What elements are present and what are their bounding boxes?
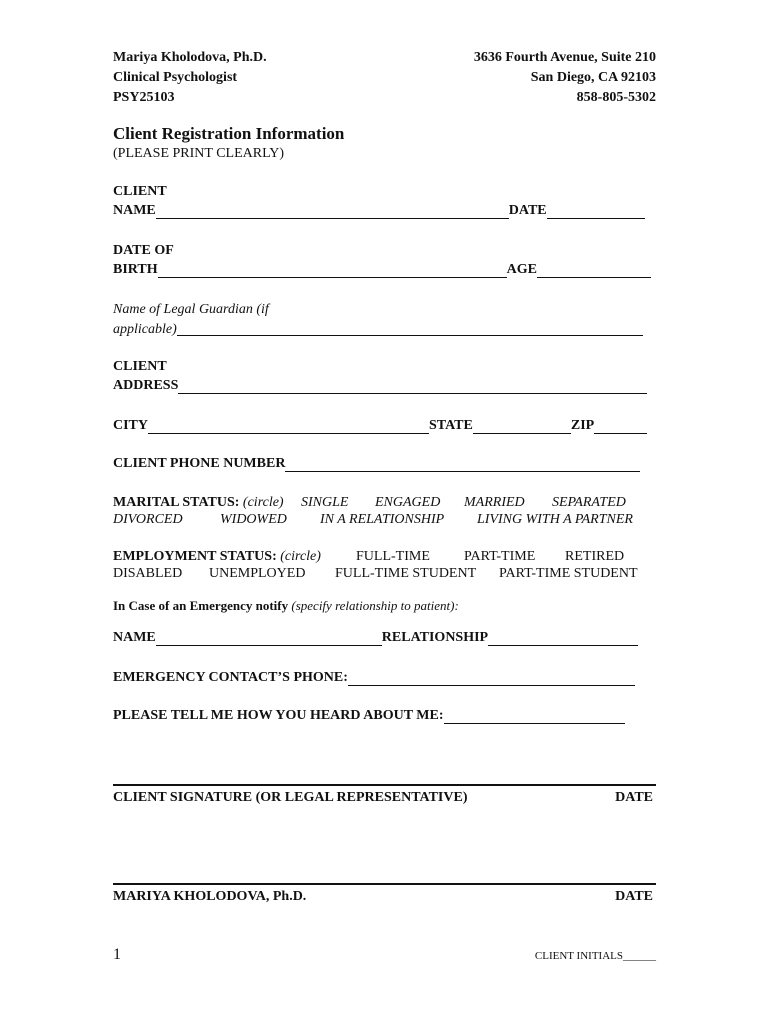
emergency-phone-label: EMERGENCY CONTACT’S PHONE: bbox=[113, 670, 348, 685]
client-name-field[interactable] bbox=[156, 204, 509, 219]
address-label: CLIENT bbox=[113, 359, 167, 374]
client-signature-date-label: DATE bbox=[615, 790, 653, 805]
dob-label: DATE OF bbox=[113, 243, 174, 258]
address-label-2: ADDRESS bbox=[113, 378, 179, 393]
emergency-name-label: NAME bbox=[113, 630, 156, 645]
doctor-signature-label: MARIYA KHOLODOVA, Ph.D. bbox=[113, 889, 307, 904]
dob-row bbox=[113, 262, 651, 278]
emergency-name-field[interactable] bbox=[156, 631, 382, 646]
marital-option-widowed[interactable]: WIDOWED bbox=[220, 512, 287, 527]
marital-status-line-1 bbox=[113, 495, 284, 511]
practitioner-name: Mariya Kholodova, Ph.D. bbox=[113, 50, 267, 65]
employment-option-full-time[interactable]: FULL-TIME bbox=[356, 549, 430, 564]
employment-option-retired[interactable]: RETIRED bbox=[565, 549, 625, 564]
emergency-phone-row bbox=[113, 670, 635, 686]
emergency-name-row bbox=[113, 630, 638, 646]
address-row bbox=[113, 378, 647, 394]
age-label: AGE bbox=[506, 262, 537, 277]
marital-option-divorced[interactable]: DIVORCED bbox=[113, 512, 183, 527]
client-label: CLIENT bbox=[113, 184, 167, 199]
guardian-field[interactable] bbox=[177, 321, 643, 336]
emergency-intro-text: In Case of an Emergency notify bbox=[113, 598, 289, 613]
page-number: 1 bbox=[113, 946, 121, 963]
marital-status-label: MARITAL STATUS: bbox=[113, 495, 240, 510]
emergency-intro-hint: (specify relationship to patient): bbox=[291, 598, 459, 613]
age-field[interactable] bbox=[537, 263, 651, 278]
guardian-label-2: applicable) bbox=[113, 322, 177, 337]
form-title: Client Registration Information bbox=[113, 124, 345, 143]
city-field[interactable] bbox=[148, 419, 429, 434]
license-number: PSY25103 bbox=[113, 90, 175, 105]
client-signature-line[interactable] bbox=[113, 784, 656, 786]
city-state-zip: San Diego, CA 92103 bbox=[530, 70, 656, 85]
dob-field[interactable] bbox=[158, 263, 507, 278]
relationship-label: RELATIONSHIP bbox=[381, 630, 489, 645]
city-label: CITY bbox=[113, 418, 149, 433]
client-initials[interactable]: CLIENT INITIALS______ bbox=[534, 950, 656, 962]
employment-status-line-1 bbox=[113, 549, 321, 565]
zip-label: ZIP bbox=[570, 418, 595, 433]
birth-label: BIRTH bbox=[113, 262, 158, 277]
heard-field[interactable] bbox=[444, 709, 625, 724]
address-block bbox=[474, 48, 656, 108]
emergency-intro bbox=[113, 598, 459, 614]
marital-option-married[interactable]: MARRIED bbox=[464, 495, 525, 510]
address-field[interactable] bbox=[178, 379, 647, 394]
emergency-phone-field[interactable] bbox=[348, 671, 635, 686]
doctor-signature-date-label: DATE bbox=[615, 889, 653, 904]
client-phone-label: CLIENT PHONE NUMBER bbox=[113, 456, 286, 471]
client-name-label: NAME bbox=[113, 203, 156, 218]
client-phone-row bbox=[113, 456, 640, 472]
client-phone-field[interactable] bbox=[285, 457, 640, 472]
guardian-label: Name of Legal Guardian (if bbox=[113, 302, 269, 317]
zip-field[interactable] bbox=[594, 419, 647, 434]
client-signature-label: CLIENT SIGNATURE (OR LEGAL REPRESENTATIVE) bbox=[113, 790, 468, 805]
employment-status-label: EMPLOYMENT STATUS: bbox=[113, 549, 277, 564]
guardian-row bbox=[113, 321, 643, 338]
state-label: STATE bbox=[429, 418, 473, 433]
practitioner-title: Clinical Psychologist bbox=[113, 70, 238, 85]
office-phone: 858-805-5302 bbox=[576, 90, 656, 105]
employment-option-disabled[interactable]: DISABLED bbox=[113, 566, 183, 581]
date-label: DATE bbox=[508, 203, 547, 218]
city-state-zip-row bbox=[113, 418, 647, 434]
relationship-field[interactable] bbox=[488, 631, 638, 646]
marital-hint: (circle) bbox=[242, 495, 284, 510]
heard-label: PLEASE TELL ME HOW YOU HEARD ABOUT ME: bbox=[113, 708, 444, 723]
marital-option-relationship[interactable]: IN A RELATIONSHIP bbox=[320, 512, 445, 527]
form-subtitle: (PLEASE PRINT CLEARLY) bbox=[113, 146, 285, 161]
street-address: 3636 Fourth Avenue, Suite 210 bbox=[473, 50, 656, 65]
state-field[interactable] bbox=[473, 419, 571, 434]
practitioner-block bbox=[113, 48, 267, 108]
employment-hint: (circle) bbox=[280, 549, 321, 564]
heard-row bbox=[113, 708, 625, 724]
marital-option-separated[interactable]: SEPARATED bbox=[552, 495, 626, 510]
marital-option-engaged[interactable]: ENGAGED bbox=[375, 495, 441, 510]
employment-option-ft-student[interactable]: FULL-TIME STUDENT bbox=[335, 566, 477, 581]
marital-option-single[interactable]: SINGLE bbox=[301, 495, 349, 510]
doctor-signature-line[interactable] bbox=[113, 883, 656, 885]
employment-option-pt-student[interactable]: PART-TIME STUDENT bbox=[499, 566, 638, 581]
date-field[interactable] bbox=[547, 204, 645, 219]
client-name-row bbox=[113, 203, 645, 219]
employment-option-part-time[interactable]: PART-TIME bbox=[464, 549, 536, 564]
marital-option-partner[interactable]: LIVING WITH A PARTNER bbox=[477, 512, 633, 527]
employment-option-unemployed[interactable]: UNEMPLOYED bbox=[209, 566, 306, 581]
